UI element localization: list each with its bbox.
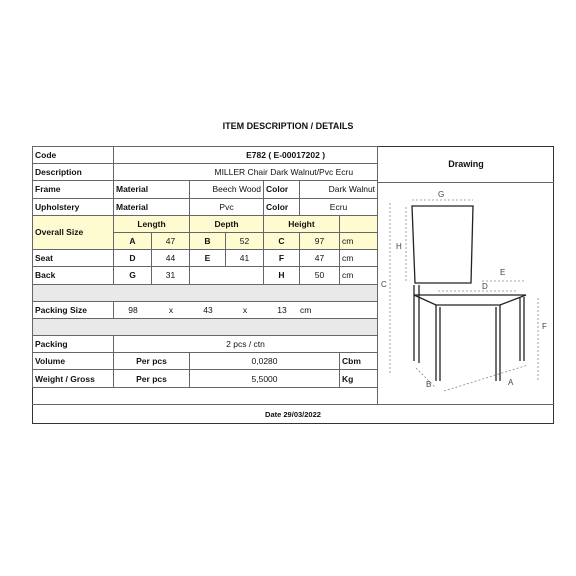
chair-drawing [378, 183, 554, 404]
letter-a: A [114, 232, 152, 249]
row-volume [33, 353, 378, 370]
value-volume: 0,0280 [190, 353, 340, 370]
label-upholstery-color: Color [264, 198, 300, 215]
date-footer: Date 29/03/2022 [32, 404, 554, 425]
label-frame: Frame [33, 181, 114, 198]
unit-back: cm [340, 267, 378, 284]
label-upholstery: Upholstery [33, 198, 114, 215]
chair-seat [414, 295, 526, 305]
value-upholstery-material: Pvc [190, 198, 264, 215]
value-frame-color: Dark Walnut [300, 181, 378, 198]
letter-d: D [114, 250, 152, 267]
value-overall-b: 52 [226, 232, 264, 249]
value-seat-d: 44 [152, 250, 190, 267]
value-back-g: 31 [152, 267, 190, 284]
value-seat-f: 47 [300, 250, 340, 267]
row-back [33, 267, 378, 284]
label-frame-material: Material [114, 181, 190, 198]
value-packing-width: 43 [203, 304, 213, 315]
value-weight: 5,5000 [190, 370, 340, 387]
label-frame-color: Color [264, 181, 300, 198]
row-overall-header [33, 215, 378, 232]
value-packing: 2 pcs / ctn [114, 336, 378, 353]
letter-f: F [264, 250, 300, 267]
label-back: Back [33, 267, 114, 284]
value-upholstery-color: Ecru [300, 198, 378, 215]
drawing-label-a: A [508, 378, 514, 387]
value-back-h: 50 [300, 267, 340, 284]
empty-cell [190, 267, 264, 284]
row-seat [33, 250, 378, 267]
value-frame-material: Beech Wood [190, 181, 264, 198]
value-packing-height: 13 [277, 304, 287, 315]
value-code: E782 ( E-00017202 ) [114, 147, 378, 164]
letter-e: E [190, 250, 226, 267]
spec-table [32, 146, 378, 388]
label-weight: Weight / Gross [33, 370, 114, 387]
header-depth: Depth [190, 215, 264, 232]
letter-c: C [264, 232, 300, 249]
header-height: Height [264, 215, 340, 232]
value-seat-e: 41 [226, 250, 264, 267]
row-upholstery [33, 198, 378, 215]
row-description [33, 164, 378, 181]
label-code: Code [33, 147, 114, 164]
row-frame [33, 181, 378, 198]
unit-volume: Cbm [340, 353, 378, 370]
drawing-label-b: B [426, 380, 432, 389]
header-length: Length [114, 215, 190, 232]
row-spacer [33, 284, 378, 301]
value-packing-length: 98 [128, 304, 138, 315]
letter-b: B [190, 232, 226, 249]
label-overall-size: Overall Size [33, 215, 114, 249]
drawing-label-g: G [438, 190, 445, 199]
drawing-label-d: D [482, 282, 488, 291]
drawing-label-h: H [396, 242, 402, 251]
value-description: MILLER Chair Dark Walnut/Pvc Ecru [114, 164, 378, 181]
drawing-label-e: E [500, 268, 506, 277]
unit-overall: cm [340, 232, 378, 249]
unit-seat: cm [340, 250, 378, 267]
row-code [33, 147, 378, 164]
empty-cell [340, 215, 378, 232]
value-overall-a: 47 [152, 232, 190, 249]
value-overall-c: 97 [300, 232, 340, 249]
unit-weight: Kg [340, 370, 378, 387]
label-packing: Packing [33, 336, 114, 353]
label-description: Description [33, 164, 114, 181]
drawing-label-c: C [381, 280, 387, 289]
label-volume: Volume [33, 353, 114, 370]
document-title: ITEM DESCRIPTION / DETAILS [222, 121, 354, 131]
letter-h: H [264, 267, 300, 284]
drawing-label-f: F [542, 322, 547, 331]
weight-per-pcs: Per pcs [114, 370, 190, 387]
packing-x-2: x [242, 304, 248, 315]
row-packing [33, 336, 378, 353]
label-seat: Seat [33, 250, 114, 267]
row-weight [33, 370, 378, 387]
unit-packing: cm [300, 304, 312, 315]
row-spacer [33, 318, 378, 335]
letter-g: G [114, 267, 152, 284]
volume-per-pcs: Per pcs [114, 353, 190, 370]
drawing-header: Drawing [377, 146, 554, 183]
drawing-area [377, 183, 554, 404]
row-packing-size [33, 301, 378, 318]
packing-x-1: x [168, 304, 174, 315]
label-upholstery-material: Material [114, 198, 190, 215]
chair-backrest [412, 206, 473, 283]
label-packing-size: Packing Size [33, 301, 114, 318]
